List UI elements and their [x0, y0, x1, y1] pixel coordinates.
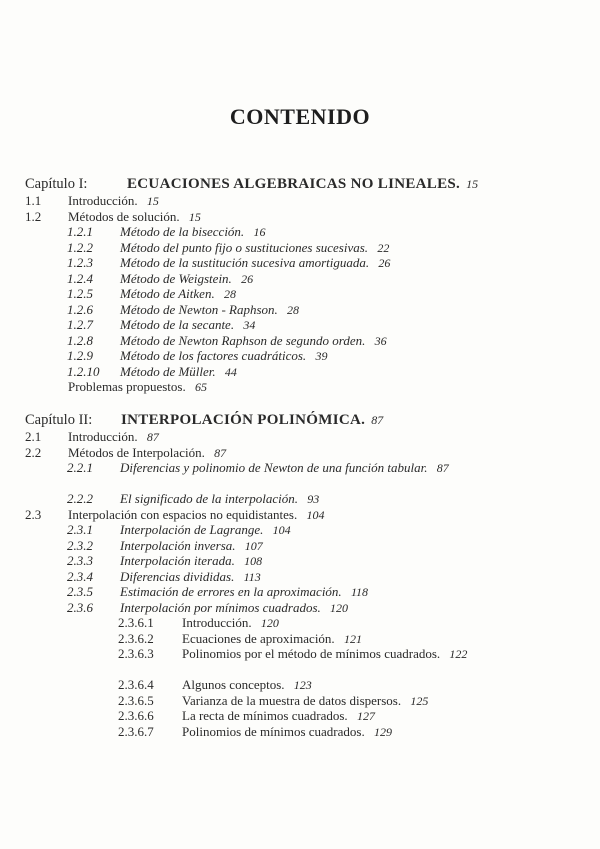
entry-number: 2.2	[25, 444, 42, 460]
entry-title: Problemas propuestos.	[68, 379, 186, 394]
entry-page-number: 118	[350, 585, 369, 599]
entry-title: Interpolación de Lagrange.	[120, 522, 264, 537]
toc-entry	[25, 224, 585, 240]
entry-page-number: 108	[244, 554, 263, 568]
entry-text	[68, 507, 325, 524]
toc-entry	[25, 460, 585, 491]
toc-entry	[25, 584, 585, 600]
entry-title: Método de la bisección.	[120, 224, 245, 239]
entry-text	[120, 364, 560, 381]
entry-title: Interpolación con espacios no equidistantes.	[68, 506, 298, 522]
toc-entry	[25, 538, 585, 554]
toc-entry	[25, 271, 585, 287]
toc-entry	[25, 364, 585, 380]
entry-number: 2.3.6.5	[118, 692, 154, 708]
entry-title: Método de Aitken.	[120, 286, 215, 301]
entry-number: 2.3.5	[67, 584, 93, 599]
entry-number: 2.3.6.3	[118, 646, 154, 661]
toc-entry	[25, 255, 585, 271]
toc-entry	[25, 522, 585, 538]
entry-number: 1.1	[25, 193, 42, 208]
entry-title: Introducción.	[68, 193, 138, 208]
entry-page-number: 120	[330, 600, 349, 615]
entry-text	[120, 240, 560, 257]
entry-page-number: 113	[243, 569, 261, 584]
entry-page-number: 26	[241, 271, 254, 286]
entry-number: 2.2.1	[67, 460, 93, 475]
entry-title: Introducción.	[182, 615, 252, 630]
entry-page-number: 34	[243, 318, 256, 332]
entry-text	[120, 553, 560, 570]
entry-text	[68, 193, 159, 210]
entry-text	[182, 646, 562, 663]
chapter-title: INTERPOLACIÓN POLINÓMICA.	[121, 412, 366, 428]
chapter-title: ECUACIONES ALGEBRAICAS NO LINEALES.	[127, 176, 461, 192]
entry-text	[68, 209, 201, 226]
toc-entry	[25, 302, 585, 318]
entry-text	[68, 445, 226, 462]
entry-page-number: 123	[293, 678, 312, 692]
entry-text	[120, 538, 560, 555]
entry-number: 2.3.6.2	[118, 630, 154, 646]
entry-text	[68, 379, 207, 396]
entry-page-number: 87	[146, 430, 159, 444]
entry-title: Método de la secante.	[120, 317, 235, 332]
entry-text	[120, 569, 560, 586]
toc-entry	[25, 348, 585, 364]
entry-number: 2.3.3	[67, 553, 93, 568]
entry-number: 1.2.2	[67, 239, 93, 255]
toc-entry	[25, 646, 585, 677]
entry-page-number: 15	[188, 209, 201, 224]
entry-title: Métodos de solución.	[68, 208, 180, 224]
entry-number: 1.2	[25, 208, 42, 224]
entry-title: Interpolación iterada.	[120, 553, 235, 568]
entry-title: Método de Newton - Raphson.	[120, 301, 278, 317]
entry-title: Método de Newton Raphson de segundo orden.	[120, 332, 366, 348]
entry-page-number: 36	[374, 333, 387, 348]
entry-title: Introducción.	[68, 429, 138, 444]
toc-entry	[25, 333, 585, 349]
entry-page-number: 87	[436, 461, 449, 475]
entry-page-number: 87	[214, 445, 227, 460]
entry-text	[182, 724, 562, 741]
entry-title: Método de los factores cuadráticos.	[120, 348, 307, 363]
toc-entry	[25, 615, 585, 631]
toc-entry	[25, 507, 585, 523]
entry-page-number: 28	[223, 287, 236, 301]
entry-text	[182, 631, 562, 648]
entry-number: 1.2.1	[67, 224, 93, 239]
entry-title: Método del punto fijo o sustituciones sucesivas.	[120, 239, 369, 255]
entry-number: 2.3.4	[67, 568, 93, 584]
entry-number: 2.3.6.1	[118, 615, 154, 630]
chapter-2-section	[25, 412, 585, 739]
entry-title: Método de Müller.	[120, 363, 216, 379]
chapter-1-section	[25, 176, 585, 395]
entry-text	[120, 600, 560, 617]
toc-entry	[25, 631, 585, 647]
entry-page-number: 65	[194, 380, 207, 394]
entry-title: Diferencias divididas.	[120, 568, 235, 584]
entry-title: El significado de la interpolación.	[120, 491, 299, 506]
entry-text	[120, 491, 560, 508]
toc-entry	[25, 693, 585, 709]
entry-text	[120, 255, 560, 272]
entry-page-number: 15	[146, 194, 159, 208]
entry-page-number: 28	[287, 302, 300, 317]
toc-entry	[25, 724, 585, 740]
entry-title: Método de la sustitución sucesiva amortiguada.	[120, 255, 370, 270]
entry-number: 2.3.6.4	[118, 677, 154, 692]
toc-entry	[25, 600, 585, 616]
entry-page-number: 93	[307, 492, 320, 506]
entry-text	[182, 708, 562, 725]
entry-number: 1.2.8	[67, 332, 93, 348]
entry-text	[182, 693, 562, 710]
entry-number: 2.3.6.7	[118, 723, 154, 739]
chapter-label: Capítulo I:	[25, 176, 88, 192]
entry-page-number: 39	[315, 349, 328, 363]
page-title: CONTENIDO	[229, 104, 371, 129]
entry-text	[120, 348, 560, 365]
entry-page-number: 121	[343, 631, 362, 646]
entry-text	[68, 429, 159, 446]
toc-entry	[25, 240, 585, 256]
entry-page-number: 122	[449, 647, 468, 661]
entry-title: Interpolación por mínimos cuadrados.	[120, 599, 321, 615]
chapter-heading	[25, 412, 585, 429]
entry-page-number: 22	[377, 240, 390, 255]
toc-entry	[25, 491, 585, 507]
entry-number: 1.2.9	[67, 348, 93, 363]
chapter-heading	[25, 176, 585, 193]
toc-entry	[25, 445, 585, 461]
toc-entry	[25, 677, 585, 693]
entry-title: Varianza de la muestra de datos dispersos.	[182, 692, 402, 708]
entry-number: 1.2.10	[67, 363, 100, 379]
entry-page-number: 44	[224, 364, 237, 379]
entry-title: Algunos conceptos.	[182, 677, 285, 692]
entry-number: 2.3.6	[67, 599, 93, 615]
toc-entry	[25, 286, 585, 302]
entry-text	[120, 286, 560, 303]
entry-text	[120, 584, 560, 601]
entry-page-number: 120	[260, 616, 279, 630]
entry-number: 2.3	[25, 506, 42, 522]
entry-title: Método de Weigstein.	[120, 270, 232, 286]
entry-text	[120, 271, 560, 288]
toc-entry	[25, 553, 585, 569]
entry-page-number: 125	[410, 693, 429, 708]
entry-number: 2.3.6.6	[118, 708, 154, 723]
entry-number: 1.2.4	[67, 270, 93, 286]
entry-number: 2.3.1	[67, 522, 93, 537]
entry-page-number: 107	[244, 538, 263, 553]
entry-number: 1.2.6	[67, 301, 93, 317]
entry-title: Ecuaciones de aproximación.	[182, 630, 335, 646]
entry-number: 1.2.3	[67, 255, 93, 270]
entry-number: 1.2.7	[67, 317, 93, 332]
entry-title: Polinomios por el método de mínimos cuadrados.	[182, 646, 441, 661]
toc-entry	[25, 209, 585, 225]
entry-text	[120, 224, 560, 241]
entry-number: 2.3.2	[67, 537, 93, 553]
toc-entry	[25, 429, 585, 445]
entry-page-number: 26	[378, 256, 391, 270]
entry-title: Interpolación inversa.	[120, 537, 236, 553]
entry-number: 2.1	[25, 429, 42, 444]
entry-text	[120, 333, 560, 350]
entry-text	[120, 317, 560, 334]
entry-title: Métodos de Interpolación.	[68, 444, 205, 460]
entry-text	[182, 677, 562, 694]
toc-entry	[25, 569, 585, 585]
chapter-label: Capítulo II:	[25, 412, 93, 428]
entry-page-number: 129	[373, 724, 392, 739]
entry-number: 2.2.2	[67, 491, 93, 506]
entry-title: Polinomios de mínimos cuadrados.	[182, 723, 365, 739]
entry-page-number: 127	[356, 709, 375, 723]
entry-page-number: 104	[306, 507, 325, 522]
entry-text	[120, 460, 560, 477]
toc-entry	[25, 193, 585, 209]
entry-page-number: 104	[272, 523, 291, 537]
chapter-page-number: 15	[466, 177, 479, 191]
entry-text	[120, 522, 560, 539]
toc-entry	[25, 708, 585, 724]
entry-text	[120, 302, 560, 319]
entry-title: Estimación de errores en la aproximación.	[120, 584, 342, 599]
toc-entry	[25, 379, 585, 395]
toc-entry	[25, 317, 585, 333]
entry-number: 1.2.5	[67, 286, 93, 301]
entry-title: La recta de mínimos cuadrados.	[182, 708, 348, 723]
entry-text	[182, 615, 562, 632]
entry-title: Diferencias y polinomio de Newton de una función tabular.	[120, 460, 428, 475]
chapter-page-number: 87	[371, 413, 384, 427]
entry-page-number: 16	[253, 225, 266, 239]
